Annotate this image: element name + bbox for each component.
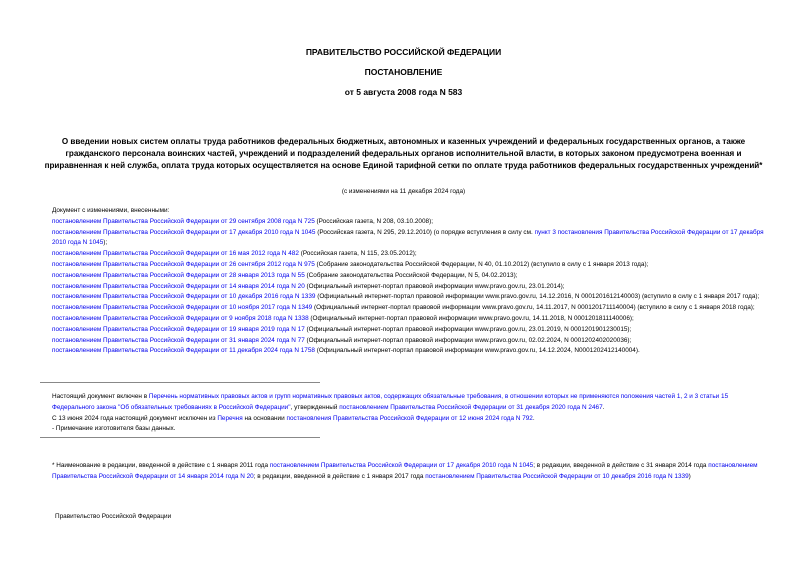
- amendment-link[interactable]: постановлением Правительства Российской Федерации от 9 ноября 2018 года N 1338: [52, 314, 309, 322]
- amendment-item: постановлением Правительства Российской Федерации от 10 ноября 2017 года N 1349 (Официальный интернет-портал правовой информации www.pravo.gov.ru, 14.11.2017, N 0001201711140004) (вступило в силу с 1 января 2018 года);: [52, 304, 755, 312]
- amendment-link[interactable]: постановлением Правительства Российской Федерации от 28 января 2013 года N 55: [52, 271, 305, 279]
- note-link[interactable]: постановления Правительства Российской Федерации от 12 июня 2024 года N 792: [286, 414, 533, 422]
- amendment-link[interactable]: постановлением Правительства Российской Федерации от 16 мая 2012 года N 482: [52, 250, 299, 258]
- note-link[interactable]: Перечень нормативных правовых актов и групп нормативных правовых актов, содержащих обязательные требования, в отношении которых не применяются положения частей 1, 2 и 3 статьи 15 Федерального закона "Об обязательных требованиях в Российской Федерации": [52, 393, 729, 411]
- note-paragraph: - Примечание изготовителя базы данных.: [52, 425, 176, 433]
- footnote-link[interactable]: постановлением Правительства Российской Федерации от 10 декабря 2016 года N 1339: [425, 472, 689, 480]
- amendment-item: постановлением Правительства Российской Федерации от 17 декабря 2010 года N 1045 (Российская газета, N 295, 29.12.2010) (о порядке вступления в силу см. пункт 3 постановления Правительства Российской Федерации от 17 декабря 2010 года N 1045);: [52, 228, 764, 247]
- amendment-item: постановлением Правительства Российской Федерации от 26 сентября 2012 года N 975 (Собрание законодательства Российской Федерации, N 40, 01.10.2012) (вступило в силу с 1 января 2013 года);: [52, 260, 649, 268]
- document-title: О введении новых систем оплаты труда работников федеральных бюджетных, автономных и казенных учреждений и федеральных государственных органов, а также гражданского персонала воинских частей, учреждений и подразделений федеральных органов исполнительной власти, в которых законом предусмотрена военная и приравненная к ней служба, оплата труда которых осуществляется на основе Единой тарифной сетки по оплате труда работников федеральных государственных учреждений*: [44, 137, 763, 170]
- amendments-list: [40, 206, 775, 357]
- edition-note: (с изменениями на 11 декабря 2024 года): [341, 188, 466, 195]
- amendment-item: постановлением Правительства Российской Федерации от 31 января 2024 года N 77 (Официальный интернет-портал правовой информации www.pravo.gov.ru, 02.02.2024, N 0001202402020036);: [52, 336, 632, 344]
- amendment-item: постановлением Правительства Российской Федерации от 29 сентября 2008 года N 725 (Российская газета, N 208, 03.10.2008);: [52, 217, 433, 225]
- amendment-item: постановлением Правительства Российской Федерации от 28 января 2013 года N 55 (Собрание законодательства Российской Федерации, N 5, 04.02.2013);: [52, 271, 518, 279]
- amendment-item: постановлением Правительства Российской Федерации от 16 мая 2012 года N 482 (Российская газета, N 115, 23.05.2012);: [52, 250, 417, 258]
- amendment-link[interactable]: постановлением Правительства Российской Федерации от 26 сентября 2012 года N 975: [52, 260, 315, 268]
- amendment-link[interactable]: постановлением Правительства Российской Федерации от 19 января 2019 года N 17: [52, 325, 305, 333]
- amendment-item: постановлением Правительства Российской Федерации от 10 декабря 2016 года N 1339 (Официальный интернет-портал правовой информации www.pravo.gov.ru, 14.12.2016, N 0001201612140003) (вступило в силу с 1 января 2017 года);: [52, 293, 760, 301]
- footnote-link[interactable]: постановлением Правительства Российской Федерации от 17 декабря 2010 года N 1045: [269, 462, 534, 469]
- note-paragraph: С 13 июня 2024 года настоящий документ исключен из Перечня на основании постановления Правительства Российской Федерации от 12 июня 2024 года N 792.: [52, 414, 535, 422]
- amendment-link[interactable]: постановлением Правительства Российской Федерации от 17 декабря 2010 года N 1045: [52, 228, 316, 236]
- amendment-link[interactable]: постановлением Правительства Российской Федерации от 10 декабря 2016 года N 1339: [52, 293, 316, 301]
- footnote: [40, 461, 770, 483]
- divider: [40, 437, 320, 438]
- amendment-link[interactable]: постановлением Правительства Российской Федерации от 29 сентября 2008 года N 725: [52, 217, 315, 225]
- amendment-item: постановлением Правительства Российской Федерации от 19 января 2019 года N 17 (Официальный интернет-портал правовой информации www.pravo.gov.ru, 23.01.2019, N 0001201901230015);: [52, 325, 632, 333]
- amendment-item: постановлением Правительства Российской Федерации от 9 ноября 2018 года N 1338 (Официальный интернет-портал правовой информации www.pravo.gov.ru, 14.11.2018, N 0001201811140006);: [52, 314, 634, 322]
- database-notes: [40, 392, 770, 435]
- amendment-link[interactable]: постановлением Правительства Российской Федерации от 31 января 2024 года N 77: [52, 336, 305, 344]
- note-link[interactable]: Перечня: [217, 414, 243, 422]
- amendment-link[interactable]: постановлением Правительства Российской Федерации от 11 декабря 2024 года N 1758: [52, 347, 315, 355]
- footnote-link[interactable]: постановлением Правительства Российской Федерации от 14 января 2014 года N 20: [52, 462, 758, 480]
- amendments-intro: Документ с изменениями, внесенными:: [52, 207, 170, 214]
- amendment-item: постановлением Правительства Российской Федерации от 14 января 2014 года N 20 (Официальный интернет-портал правовой информации www.pravo.gov.ru, 23.01.2014);: [52, 282, 565, 290]
- government-heading: ПРАВИТЕЛЬСТВО РОССИЙСКОЙ ФЕДЕРАЦИИ: [305, 47, 502, 57]
- divider: [40, 382, 320, 383]
- amendment-link[interactable]: постановлением Правительства Российской Федерации от 14 января 2014 года N 20: [52, 282, 305, 290]
- footnote-text: * Наименование в редакции, введенной в действие с 1 января 2011 года постановлением Правительства Российской Федерации от 17 декабря 2010 года N 1045; в редакции, введенной в действие с 31 января 2014 года постановлением Правительства Российской Федерации от 14 января 2014 года N 20; в редакции, введенной в действие с 1 января 2017 года постановлением Правительства Российской Федерации от 10 декабря 2016 года N 1339): [52, 462, 758, 480]
- note-paragraph: Настоящий документ включен в Перечень нормативных правовых актов и групп нормативных правовых актов, содержащих обязательные требования, в отношении которых не применяются положения частей 1, 2 и 3 статьи 15 Федерального закона "Об обязательных требованиях в Российской Федерации", утвержденный постановлением Правительства Российской Федерации от 31 декабря 2020 года N 2467.: [52, 393, 729, 411]
- amendment-link[interactable]: пункт 3 постановления Правительства Российской Федерации от 17 декабря 2010 года N 1045: [52, 228, 764, 247]
- signature: Правительство Российской Федерации: [55, 513, 172, 520]
- amendment-link[interactable]: постановлением Правительства Российской Федерации от 10 ноября 2017 года N 1349: [52, 304, 313, 312]
- document-type: ПОСТАНОВЛЕНИЕ: [364, 67, 443, 77]
- document-date-number: от 5 августа 2008 года N 583: [344, 87, 463, 97]
- note-link[interactable]: постановлением Правительства Российской Федерации от 31 декабря 2020 года N 2467: [339, 403, 603, 411]
- amendment-item: постановлением Правительства Российской Федерации от 11 декабря 2024 года N 1758 (Официальный интернет-портал правовой информации www.pravo.gov.ru, 14.12.2024, N0001202412140004).: [52, 347, 640, 355]
